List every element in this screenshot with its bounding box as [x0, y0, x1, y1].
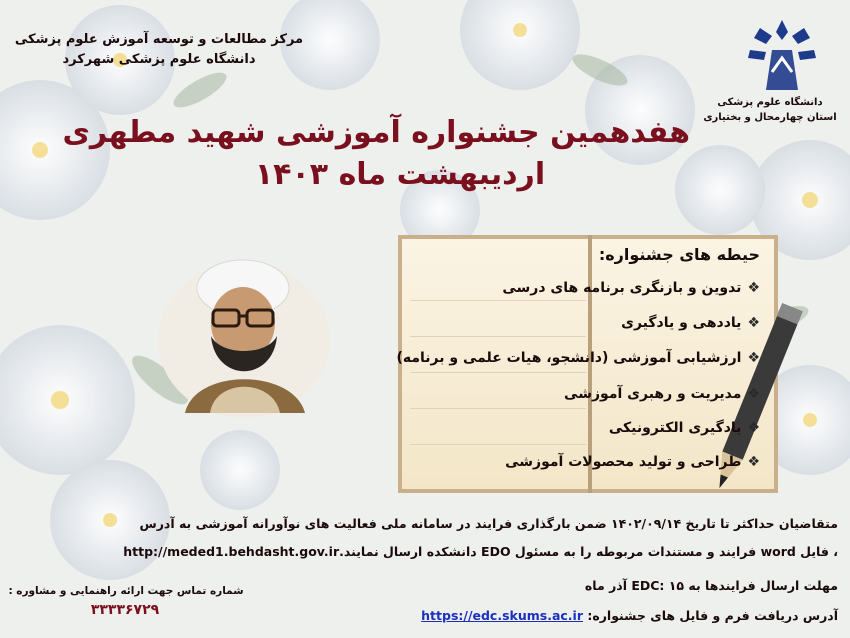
domain-item-label: یادگیری الکترونیکی [608, 420, 742, 436]
announcement-line2 [123, 544, 838, 559]
portrait-image [155, 248, 333, 420]
form-address-label: آدرس دریافت فرم و فایل های جشنواره: [587, 608, 838, 623]
domain-item-label: طراحی و تولید محصولات آموزشی [505, 454, 742, 470]
domain-item-label: ارزشیابی آموزشی (دانشجو، هیات علمی و برنامه) [396, 350, 742, 366]
announcement-line1: متقاضیان حداکثر تا تاریخ ۱۴۰۲/۰۹/۱۴ ضمن بارگذاری فرایند در سامانه ملی فعالیت های نوآورانه آموزشی به آدرس [139, 516, 838, 531]
org-name-line2: دانشگاه علوم پزشکی شهرکرد [62, 52, 256, 67]
bullet-icon: ❖ [747, 386, 760, 402]
deadline-text: مهلت ارسال فرایندها به EDC: ۱۵ آذر ماه [584, 578, 838, 593]
logo-caption-line2: استان چهارمحال و بختیاری [703, 112, 837, 123]
page-title: هفدهمین جشنواره آموزشی شهید مطهری [62, 115, 690, 150]
contact-phone: ۳۳۳۳۶۷۲۹ [90, 602, 160, 618]
domains-heading: حیطه های جشنواره: [598, 245, 760, 264]
domain-item [609, 420, 760, 436]
domain-item-label: یاددهی و یادگیری [621, 315, 742, 331]
university-logo-icon [742, 10, 822, 94]
domain-item [564, 386, 760, 402]
bullet-icon: ❖ [747, 280, 760, 296]
notebook-line [410, 300, 586, 301]
bullet-icon: ❖ [747, 420, 760, 436]
bullet-icon: ❖ [747, 315, 760, 331]
domain-item-label: مدیریت و رهبری آموزشی [564, 386, 742, 402]
meded-url: http://meded1.behdasht.gov.ir [123, 544, 340, 559]
notebook-line [410, 444, 586, 445]
page-subtitle: اردیبهشت ماه ۱۴۰۳ [254, 157, 546, 192]
notebook-line [410, 408, 586, 409]
domain-item [505, 454, 760, 470]
domain-item [621, 315, 760, 331]
domain-item-label: تدوین و بازنگری برنامه های درسی [502, 280, 742, 296]
bullet-icon: ❖ [747, 350, 760, 366]
org-name-line1: مرکز مطالعات و توسعه آموزش علوم پزشکی [14, 32, 304, 47]
form-url-link[interactable]: https://edc.skums.ac.ir [421, 608, 583, 623]
contact-label: شماره تماس جهت ارائه راهنمایی و مشاوره : [8, 585, 244, 597]
notebook-line [410, 336, 586, 337]
logo-caption-line1: دانشگاه علوم پزشکی [717, 97, 823, 108]
bullet-icon: ❖ [747, 454, 760, 470]
domain-item [502, 280, 760, 296]
notebook-line [410, 372, 586, 373]
form-address [421, 608, 838, 623]
announcement-line2-text: ، فایل word فرایند و مستندات مربوطه را به مسئول EDO دانشکده ارسال نمایند. [339, 544, 838, 559]
domain-item [396, 350, 760, 366]
